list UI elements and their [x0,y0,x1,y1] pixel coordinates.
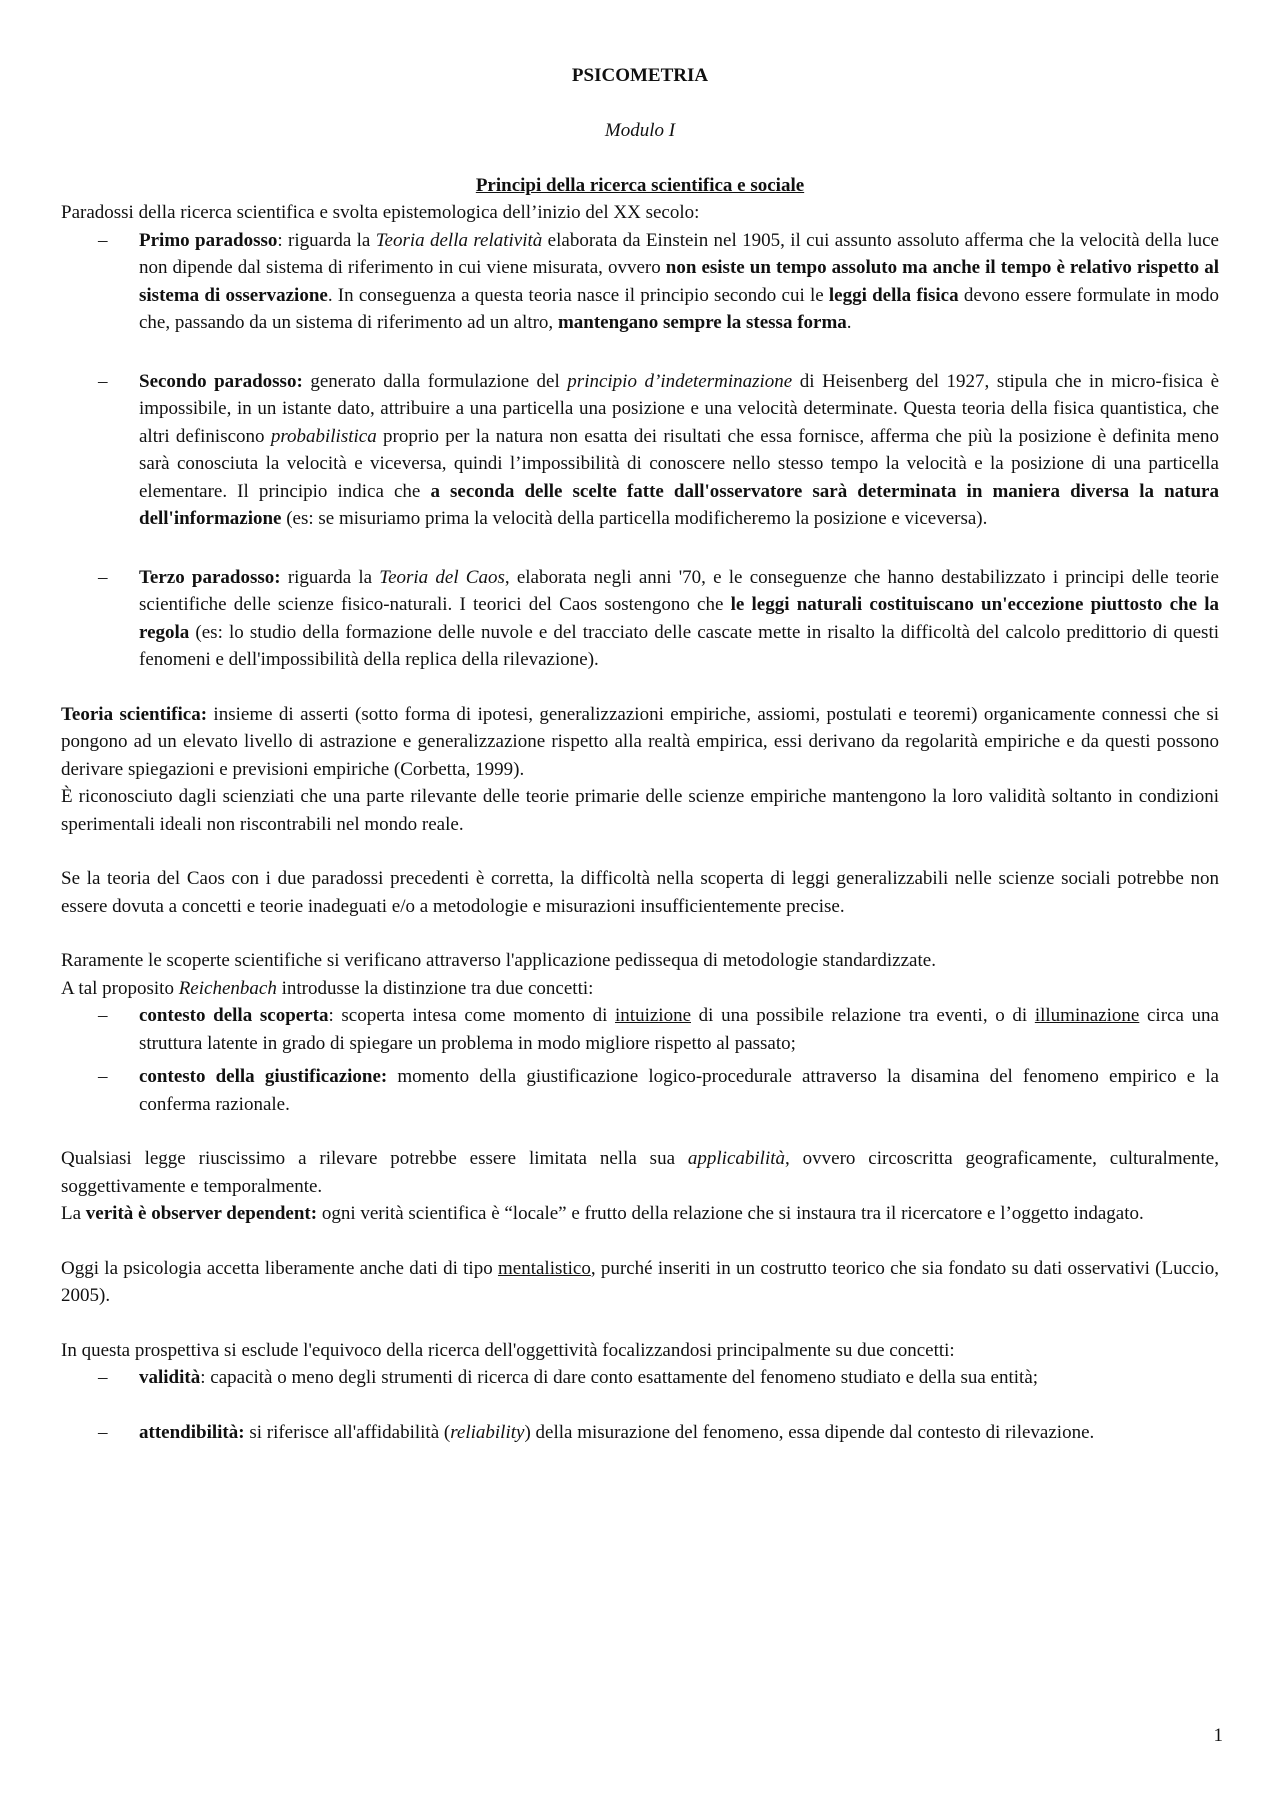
list-item [61,368,1219,533]
list-item [61,564,1219,674]
truth-paragraph: La verità è observer dependent: ogni verità scientifica è “locale” e frutto della relazione che si instaura tra il ricercatore e l’oggetto indagato. [61,1203,1144,1224]
paradox-1-text: Primo paradosso: riguarda la Teoria della relatività elaborata da Einstein nel 1905, il cui assunto assoluto afferma che la velocità della luce non dipende dal sistema di riferimento in cui viene misurata, ovvero non esiste un tempo assoluto ma anche il tempo è relativo rispetto al sistema di osservazione. In conseguenza a questa teoria nasce il principio secondo cui le leggi della fisica devono essere formulate in modo che, passando da un sistema di riferimento ad un altro, mantengano sempre la stessa forma. [139,229,1220,333]
justification-context-text: contesto della giustificazione: momento della giustificazione logico-procedurale attraverso la disamina del fenomeno empirico e la conferma razionale. [139,1066,1219,1115]
discovery-context-text: contesto della scoperta: scoperta intesa come momento di intuizione di una possibile relazione tra eventi, o di illuminazione circa una struttura latente in grado di spiegare un problema in modo migliore rispetto al passato; [139,1005,1219,1054]
psychology-paragraph: Oggi la psicologia accetta liberamente anche dati di tipo mentalistico, purché inseriti in un costrutto teorico che sia fondato su dati osservativi (Luccio, 2005). [61,1257,1219,1306]
law-paragraph: Qualsiasi legge riuscissimo a rilevare potrebbe essere limitata nella sua applicabilità, ovvero circoscritta geograficamente, culturalmente, soggettivamente e temporalmente. [61,1148,1219,1197]
chaos-paragraph: Se la teoria del Caos con i due paradossi precedenti è corretta, la difficoltà nella scoperta di leggi generalizzabili nelle scienze sociali potrebbe non essere dovuta a concetti e teorie inadeguati e/o a metodologie e misurazioni insufficientemente precise. [61,868,1219,917]
section-heading: Principi della ricerca scientifica e sociale [475,175,805,196]
list-item [61,1419,1219,1447]
document-body [61,199,1219,1446]
bullet-dash: – [98,1005,108,1026]
perspective-paragraph: In questa prospettiva si esclude l'equivoco della ricerca dell'oggettività focalizzandosi principalmente su due concetti: [61,1339,955,1361]
theory-validity-paragraph: È riconosciuto dagli scienziati che una parte rilevante delle teorie primarie delle scienze empiriche mantengono la loro validità soltanto in condizioni sperimentali ideali non riscontrabili nel mondo reale. [61,786,1219,835]
validity-text: validità: capacità o meno degli strumenti di ricerca di dare conto esattamente del fenomeno studiato e della sua entità; [139,1367,1039,1388]
document-title: PSICOMETRIA [571,65,709,86]
bullet-dash: – [98,1066,108,1087]
intro-paragraph: Paradossi della ricerca scientifica e svolta epistemologica dell’inizio del XX secolo: [61,202,700,223]
bullet-dash: – [98,1421,108,1443]
reliability-text: attendibilità: si riferisce all'affidabilità (reliability) della misurazione del fenomeno, essa dipende dal contesto di rilevazione. [139,1421,1095,1443]
bullet-dash: – [98,229,108,251]
page-number: 1 [1213,1725,1223,1746]
paradox-3-text: Terzo paradosso: riguarda la Teoria del Caos, elaborata negli anni '70, e le conseguenze che hanno destabilizzato i principi delle teorie scientifiche delle scienze fisico-naturali. I teorici del Caos sostengono che le leggi naturali costituiscano un'eccezione piuttosto che la regola (es: lo studio della formazione delle nuvole e del tracciato delle cascate mette in risalto la difficoltà del calcolo predittorio di questi fenomeni e dell'impossibilità della replica della rilevazione). [139,566,1220,670]
list-item [61,1063,1219,1118]
bullet-dash: – [98,566,108,588]
module-subtitle: Modulo I [604,120,676,141]
list-item [61,227,1219,337]
list-item [61,1002,1219,1057]
bullet-dash: – [98,370,108,392]
discoveries-paragraph: Raramente le scoperte scientifiche si verificano attraverso l'applicazione pedissequa di metodologie standardizzate. [61,950,936,971]
theory-definition: Teoria scientifica: insieme di asserti (sotto forma di ipotesi, generalizzazioni empiriche, assiomi, postulati e teoremi) organicamente connessi che si pongono ad un elevato livello di astrazione e generalizzazione rispetto alla realtà empirica, essi derivano da regolarità empiriche e da questi possono derivare spiegazioni e previsioni empiriche (Corbetta, 1999). [61,703,1220,780]
list-item [61,1364,1219,1392]
bullet-dash: – [98,1367,108,1388]
reichenbach-paragraph: A tal proposito Reichenbach introdusse la distinzione tra due concetti: [61,977,594,999]
paradox-2-text: Secondo paradosso: generato dalla formulazione del principio d’indeterminazione di Heisenberg del 1927, stipula che in micro-fisica è impossibile, in un istante dato, attribuire a una particella una posizione e una velocità determinate. Questa teoria della fisica quantistica, che altri definiscono probabilistica proprio per la natura non esatta dei risultati che essa fornisce, afferma che più la posizione è definita meno sarà conosciuta la velocità e viceversa, quindi l’impossibilità di conoscere nello stesso tempo la velocità e la posizione di una particella elementare. Il principio indica che a seconda delle scelte fatte dall'osservatore sarà determinata in maniera diversa la natura dell'informazione (es: se misuriamo prima la velocità della particella modificheremo la posizione e viceversa). [139,370,1219,529]
